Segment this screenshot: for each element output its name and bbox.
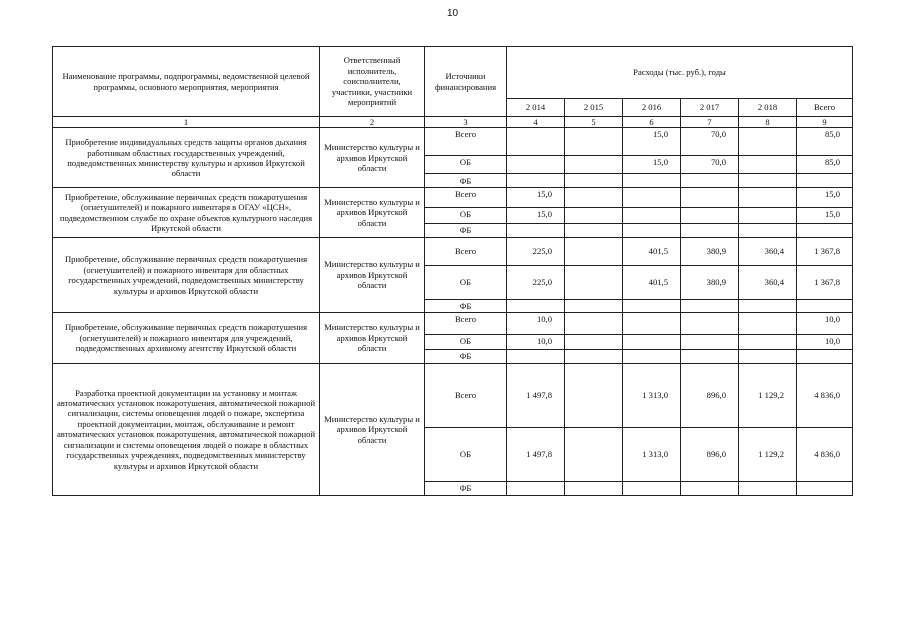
expense-value	[681, 335, 739, 350]
expense-value	[565, 208, 623, 224]
expense-value	[623, 188, 681, 208]
expense-value	[507, 156, 565, 174]
executor-name: Министерство культуры и архивов Иркутской области	[320, 188, 425, 237]
column-index-2: 3	[425, 117, 507, 128]
expense-value	[797, 350, 853, 363]
expense-value	[739, 335, 797, 350]
expense-value: 15,0	[797, 188, 853, 208]
expense-value	[739, 208, 797, 224]
expense-value: 15,0	[623, 156, 681, 174]
expense-value: 70,0	[681, 128, 739, 156]
expense-value: 15,0	[797, 208, 853, 224]
activity-name: Приобретение, обслуживание первичных средств пожаротушения (огнетушителей) и пожарного инвентаря для учреждений, подведомственных архивному агентству Иркутской области	[53, 313, 320, 363]
expense-value	[623, 335, 681, 350]
header-expenses-col: Расходы (тыс. руб.), годы	[507, 47, 853, 99]
expense-value: 1 129,2	[739, 427, 797, 481]
expense-value: 4 836,0	[797, 427, 853, 481]
expense-value: 401,5	[623, 237, 681, 265]
expense-value	[739, 156, 797, 174]
expense-value: 10,0	[507, 313, 565, 335]
activity-name: Приобретение индивидуальных средств защиты органов дыхания работникам областных государственных учреждений, подведомственных министерству культуры и архивов Иркутской области	[53, 128, 320, 188]
expense-value: 1 497,8	[507, 427, 565, 481]
expense-value	[565, 481, 623, 495]
page-number: 10	[446, 8, 459, 19]
expense-value	[623, 299, 681, 312]
expense-value: 85,0	[797, 156, 853, 174]
expense-value	[797, 481, 853, 495]
expense-value: 85,0	[797, 128, 853, 156]
expense-value	[565, 313, 623, 335]
expense-value: 10,0	[797, 313, 853, 335]
funding-source: ФБ	[425, 299, 507, 312]
expense-value	[623, 174, 681, 188]
column-index-6: 7	[681, 117, 739, 128]
expense-value: 70,0	[681, 156, 739, 174]
expense-value	[681, 208, 739, 224]
expense-value	[623, 481, 681, 495]
expense-value: 401,5	[623, 265, 681, 299]
expense-value: 896,0	[681, 363, 739, 427]
expense-value: 15,0	[507, 208, 565, 224]
expense-value: 10,0	[797, 335, 853, 350]
expense-value	[507, 350, 565, 363]
expense-value	[565, 299, 623, 312]
expense-value	[739, 481, 797, 495]
expense-value	[623, 350, 681, 363]
expense-value	[739, 350, 797, 363]
expense-value	[681, 350, 739, 363]
header-year-2: 2 016	[623, 99, 681, 117]
expense-value: 225,0	[507, 237, 565, 265]
expense-value	[565, 174, 623, 188]
expense-value	[681, 174, 739, 188]
expense-value	[565, 188, 623, 208]
expense-value: 360,4	[739, 237, 797, 265]
column-index-3: 4	[507, 117, 565, 128]
expense-value	[507, 481, 565, 495]
header-year-4: 2 018	[739, 99, 797, 117]
expense-value	[797, 174, 853, 188]
expense-value: 1 313,0	[623, 427, 681, 481]
funding-source: ОБ	[425, 265, 507, 299]
expense-value	[623, 313, 681, 335]
column-index-4: 5	[565, 117, 623, 128]
expense-value: 15,0	[507, 188, 565, 208]
table-row	[53, 313, 853, 335]
expense-value	[739, 224, 797, 237]
expense-value	[565, 237, 623, 265]
expense-value: 4 836,0	[797, 363, 853, 427]
expense-value	[797, 224, 853, 237]
expense-value	[565, 224, 623, 237]
table-row	[53, 363, 853, 427]
expense-value: 1 129,2	[739, 363, 797, 427]
executor-name: Министерство культуры и архивов Иркутской области	[320, 313, 425, 363]
expense-value	[507, 128, 565, 156]
expense-value	[739, 299, 797, 312]
expense-value	[797, 299, 853, 312]
funding-source: Всего	[425, 128, 507, 156]
header-year-0: 2 014	[507, 99, 565, 117]
expense-value	[507, 299, 565, 312]
funding-source: Всего	[425, 237, 507, 265]
column-index-5: 6	[623, 117, 681, 128]
expense-value	[565, 427, 623, 481]
table-row	[53, 128, 853, 156]
funding-source: ОБ	[425, 156, 507, 174]
executor-name: Министерство культуры и архивов Иркутской области	[320, 363, 425, 495]
expense-value	[739, 174, 797, 188]
executor-name: Министерство культуры и архивов Иркутской области	[320, 128, 425, 188]
header-year-1: 2 015	[565, 99, 623, 117]
expense-value	[507, 224, 565, 237]
funding-source: ФБ	[425, 481, 507, 495]
expense-value	[681, 313, 739, 335]
funding-source: ФБ	[425, 350, 507, 363]
funding-source: Всего	[425, 313, 507, 335]
expense-value: 380,9	[681, 265, 739, 299]
expense-value: 1 367,8	[797, 237, 853, 265]
expense-value	[681, 299, 739, 312]
expense-value: 1 313,0	[623, 363, 681, 427]
expense-value: 1 367,8	[797, 265, 853, 299]
header-year-3: 2 017	[681, 99, 739, 117]
expense-value	[565, 265, 623, 299]
expenses-table	[52, 46, 853, 496]
funding-source: ФБ	[425, 174, 507, 188]
funding-source: Всего	[425, 363, 507, 427]
expense-value: 896,0	[681, 427, 739, 481]
expense-value: 380,9	[681, 237, 739, 265]
activity-name: Приобретение, обслуживание первичных средств пожаротушения (огнетушителей) и пожарного инвентаря для областных государственных учреждений, подведомственных министерству культуры и архивов Иркутской области	[53, 237, 320, 312]
expense-value	[565, 350, 623, 363]
executor-name: Министерство культуры и архивов Иркутской области	[320, 237, 425, 312]
header-executor-col: Ответственный исполнитель, соисполнители, участники, участники мероприятий	[320, 47, 425, 117]
funding-source: ОБ	[425, 427, 507, 481]
header-source-col: Источники финансирования	[425, 47, 507, 117]
expense-value	[739, 128, 797, 156]
expense-value: 10,0	[507, 335, 565, 350]
funding-source: ОБ	[425, 208, 507, 224]
funding-source: ФБ	[425, 224, 507, 237]
column-index-7: 8	[739, 117, 797, 128]
header-year-5: Всего	[797, 99, 853, 117]
expense-value	[565, 363, 623, 427]
expense-value	[623, 224, 681, 237]
expense-value: 225,0	[507, 265, 565, 299]
expense-value	[565, 335, 623, 350]
expense-value	[565, 156, 623, 174]
funding-source: ОБ	[425, 335, 507, 350]
funding-source: Всего	[425, 188, 507, 208]
expense-value: 15,0	[623, 128, 681, 156]
expense-value	[507, 174, 565, 188]
expense-value	[681, 188, 739, 208]
table-row	[53, 237, 853, 265]
expense-value: 1 497,8	[507, 363, 565, 427]
column-index-1: 2	[320, 117, 425, 128]
expense-value	[739, 313, 797, 335]
expense-value	[681, 224, 739, 237]
expense-value	[681, 481, 739, 495]
expense-value	[623, 208, 681, 224]
table-row	[53, 188, 853, 208]
expense-value	[565, 128, 623, 156]
activity-name: Приобретение, обслуживание первичных средств пожаротушения (огнетушителей) и пожарного инвентаря в ОГАУ «ЦСН», подведомственном службе по охране объектов культурного наследия Иркутской области	[53, 188, 320, 237]
activity-name: Разработка проектной документации на установку и монтаж автоматических установок пожаротушения, автоматической пожарной сигнализации, системы оповещения людей о пожаре, экспертиза проектной документации, монтаж, обслуживание и ремонт автоматических установок пожаротушения, автоматической пожарной сигнализации и системы оповещения людей о пожаре в областных государственных учреждениях, подведомственных министерству культуры и архивов Иркутской области	[53, 363, 320, 495]
expense-value	[739, 188, 797, 208]
column-index-0: 1	[53, 117, 320, 128]
expense-value: 360,4	[739, 265, 797, 299]
header-name-col: Наименование программы, подпрограммы, ведомственной целевой программы, основного мероприятия, мероприятия	[53, 47, 320, 117]
column-index-8: 9	[797, 117, 853, 128]
